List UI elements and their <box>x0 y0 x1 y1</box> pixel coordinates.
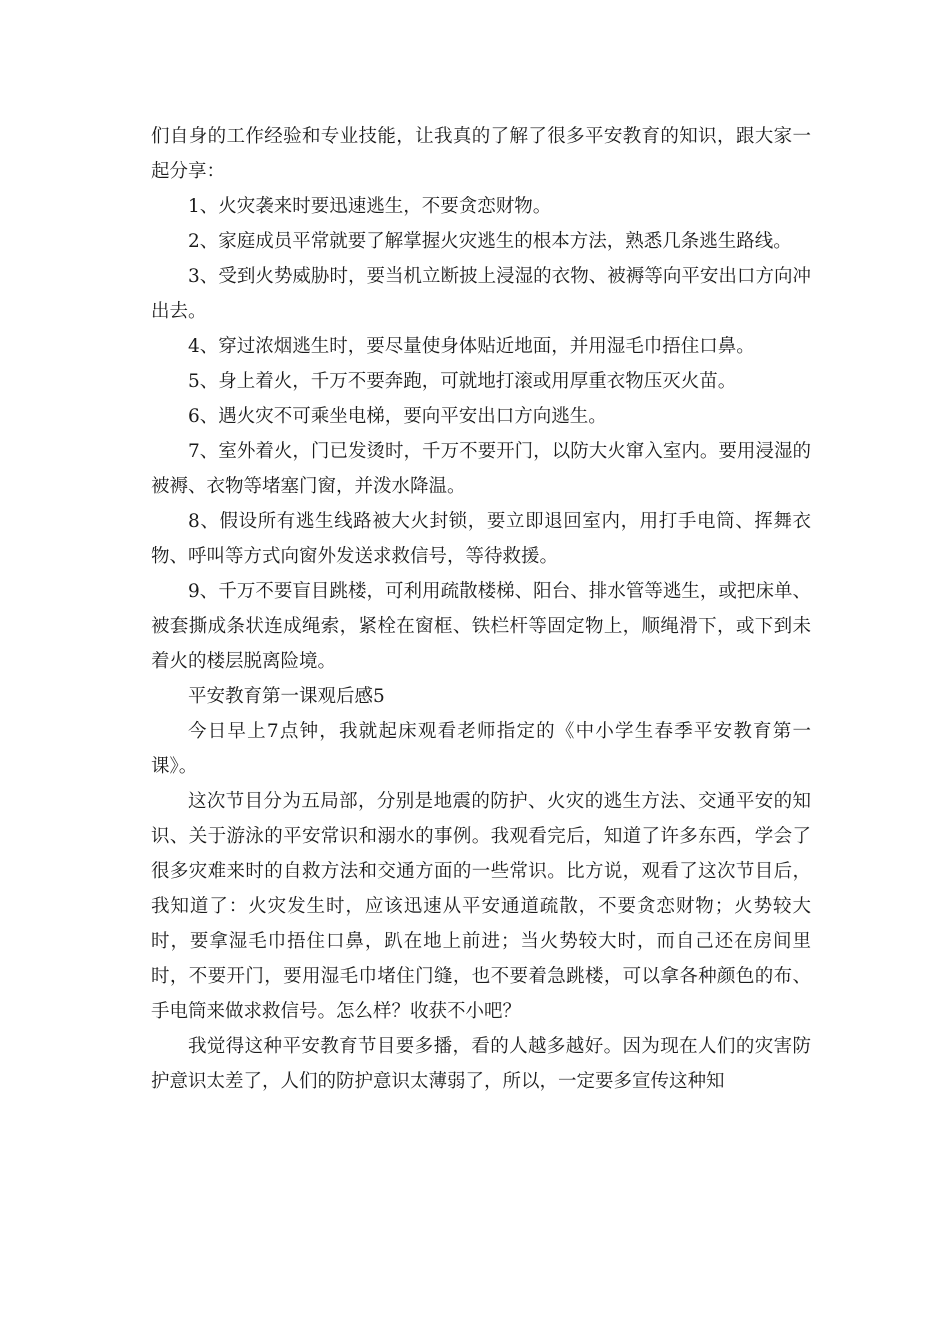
paragraph: 这次节目分为五局部，分别是地震的防护、火灾的逃生方法、交通平安的知识、关于游泳的平安常识和溺水的事例。我观看完后，知道了许多东西，学会了很多灾难来时的自救方法和交通方面的一些常识。比方说，观看了这次节目后，我知道了：火灾发生时，应该迅速从平安通道疏散，不要贪恋财物；火势较大时，要拿湿毛巾捂住口鼻，趴在地上前进；当火势较大时，而自己还在房间里时，不要开门，要用湿毛巾堵住门缝，也不要着急跳楼，可以拿各种颜色的布、手电筒来做求救信号。怎么样？收获不小吧？ <box>151 791 811 1022</box>
paragraph: 我觉得这种平安教育节目要多播，看的人越多越好。因为现在人们的灾害防护意识太差了，人们的防护意识太薄弱了，所以，一定要多宣传这种知 <box>151 1036 811 1092</box>
list-item-8: 8、假设所有逃生线路被大火封锁，要立即退回室内，用打手电筒、挥舞衣物、呼叫等方式向窗外发送求救信号，等待救援。 <box>151 511 811 567</box>
paragraph: 们自身的工作经验和专业技能，让我真的了解了很多平安教育的知识，跟大家一起分享： <box>151 126 811 182</box>
list-item-1: 1、火灾袭来时要迅速逃生，不要贪恋财物。 <box>188 196 552 217</box>
document-body <box>151 119 811 1099</box>
list-item-5: 5、身上着火，千万不要奔跑，可就地打滚或用厚重衣物压灭火苗。 <box>188 371 737 392</box>
list-item-3: 3、受到火势威胁时，要当机立断披上浸湿的衣物、被褥等向平安出口方向冲出去。 <box>151 266 811 322</box>
paragraph: 今日早上7点钟，我就起床观看老师指定的《中小学生春季平安教育第一课》。 <box>151 721 811 777</box>
list-item-2: 2、家庭成员平常就要了解掌握火灾逃生的根本方法，熟悉几条逃生路线。 <box>188 231 792 252</box>
section-heading: 平安教育第一课观后感5 <box>188 686 385 707</box>
list-item-6: 6、遇火灾不可乘坐电梯，要向平安出口方向逃生。 <box>188 406 607 427</box>
list-item-9: 9、千万不要盲目跳楼，可利用疏散楼梯、阳台、排水管等逃生，或把床单、被套撕成条状连成绳索，紧栓在窗框、铁栏杆等固定物上，顺绳滑下，或下到未着火的楼层脱离险境。 <box>151 581 811 672</box>
list-item-4: 4、穿过浓烟逃生时，要尽量使身体贴近地面，并用湿毛巾捂住口鼻。 <box>188 336 755 357</box>
list-item-7: 7、室外着火，门已发烫时，千万不要开门，以防大火窜入室内。要用浸湿的被褥、衣物等堵塞门窗，并泼水降温。 <box>151 441 811 497</box>
